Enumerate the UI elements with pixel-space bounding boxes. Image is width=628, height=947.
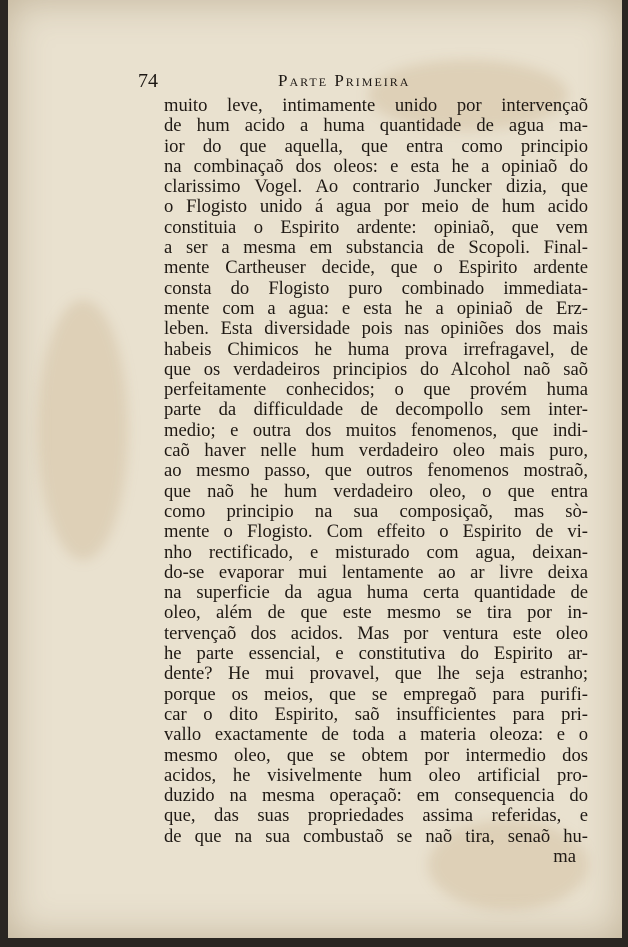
running-head: Parte Primeira: [278, 71, 411, 90]
text-line: do-se evaporar mui lentamente ao ar livre deixa: [164, 561, 588, 583]
text-line: constituia o Espirito ardente: opiniaõ, que vem: [164, 216, 588, 238]
text-line: a ser a mesma em substancia de Scopoli. Final-: [164, 237, 588, 259]
text-line: na superficie da agua huma certa quantidade de: [164, 582, 588, 604]
text-line: muito leve, intimamente unido por intervençaõ: [164, 95, 588, 116]
book-page: [8, 0, 622, 938]
text-line: que naõ he hum verdadeiro oleo, o que entra: [164, 480, 588, 502]
text-line: tervençaõ dos acidos. Mas por ventura este oleo: [164, 622, 588, 644]
text-line: leben. Esta diversidade pois nas opiniões dos mais: [164, 318, 588, 340]
text-line: mesmo oleo, que se obtem por intermedio dos: [164, 744, 588, 766]
text-line: medio; e outra dos muitos fenomenos, que indi-: [164, 419, 588, 441]
text-line: duzido na mesma operaçaõ: em consequencia do: [164, 785, 588, 807]
text-line: parte da difficuldade de decompollo sem inter-: [164, 399, 588, 421]
text-line: na combinaçaõ dos oleos: e esta he a opiniaõ do: [164, 155, 588, 177]
text-line: o Flogisto unido á agua por meio de hum acido: [164, 196, 588, 218]
text-line: perfeitamente conhecidos; o que provém huma: [164, 379, 588, 401]
text-line: como principio na sua composiçaõ, mas sò-: [164, 500, 588, 522]
text-line: clarissimo Vogel. Ao contrario Juncker dizia, que: [164, 176, 588, 198]
text-line: habeis Chimicos he huma prova irrefragavel, de: [164, 338, 588, 360]
text-line: he parte essencial, e constitutiva do Espirito ar-: [164, 643, 588, 665]
text-line: consta do Flogisto puro combinado immediata-: [164, 277, 588, 299]
body-text: [164, 96, 588, 867]
text-line: caõ haver nelle hum verdadeiro oleo mais puro,: [164, 440, 588, 462]
text-line: que os verdadeiros principios do Alcohol naõ saõ: [164, 358, 588, 380]
text-line: ao mesmo passo, que outros fenomenos mostraõ,: [164, 460, 588, 482]
text-line: mente o Flogisto. Com effeito o Espirito de vi-: [164, 521, 588, 543]
text-line: que, das suas propriedades assima referidas, e: [164, 805, 588, 827]
text-line: vallo exactamente de toda a materia oleoza: e o: [164, 724, 588, 746]
text-line: ior do que aquella, que entra como principio: [164, 135, 588, 157]
text-line: nho rectificado, e misturado com agua, deixan-: [164, 541, 588, 563]
catchword: ma: [553, 845, 576, 867]
text-line: mente com a agua: e esta he a opiniaõ de Erz-: [164, 297, 588, 319]
text-line: de que na sua combustaõ se naõ tira, senaõ hu-: [164, 825, 588, 847]
text-line: oleo, além de que este mesmo se tira por in-: [164, 602, 588, 624]
text-line: acidos, he visivelmente hum oleo artificial pro-: [164, 764, 588, 786]
text-line: porque os meios, que se empregaõ para purifi-: [164, 683, 588, 705]
page-header: [138, 70, 568, 96]
text-line: mente Cartheuser decide, que o Espirito ardente: [164, 257, 588, 279]
page-number: 74: [138, 70, 158, 92]
text-line: car o dito Espirito, saõ insufficientes para pri-: [164, 703, 588, 725]
text-line: dente? He mui provavel, que lhe seja estranho;: [164, 663, 588, 685]
text-line: de hum acido a huma quantidade de agua ma-: [164, 115, 588, 137]
